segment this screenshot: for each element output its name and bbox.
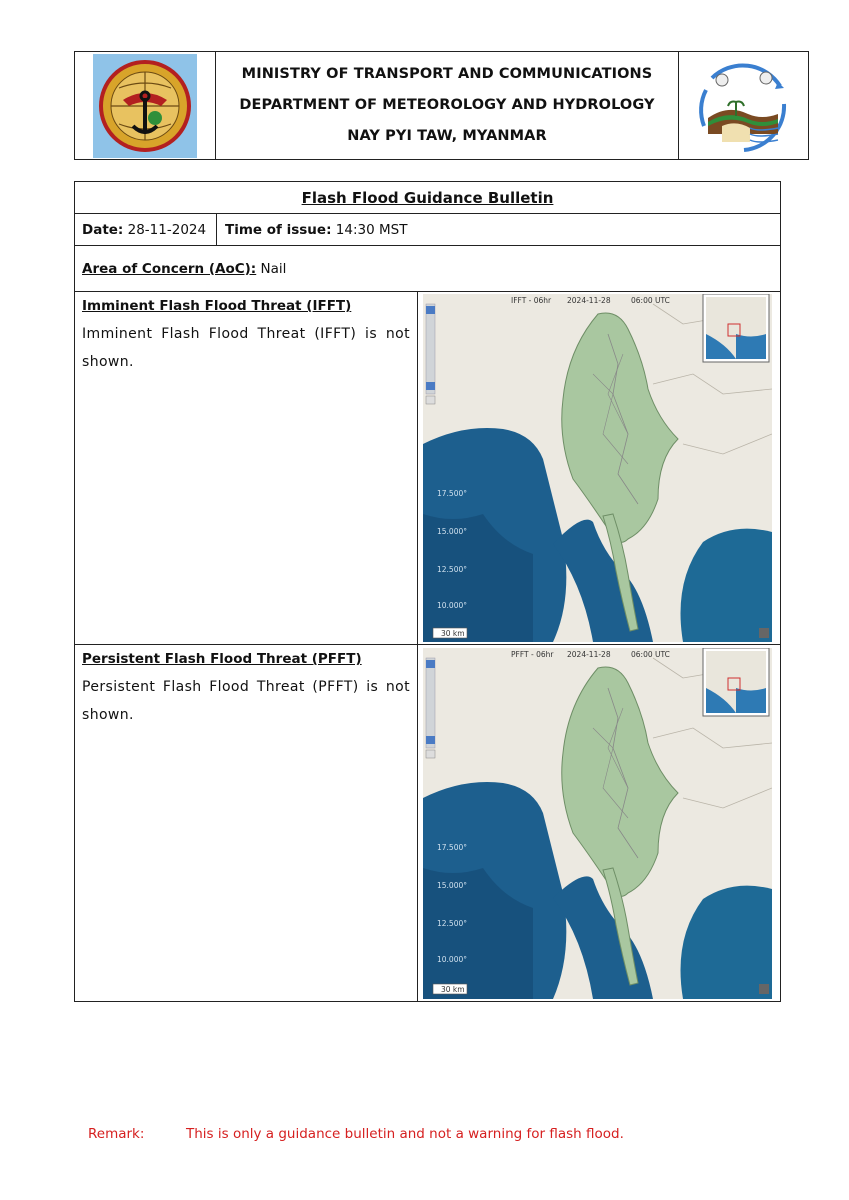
date-row bbox=[75, 214, 780, 246]
aoc-label: Area of Concern (AoC): bbox=[82, 260, 257, 277]
ministry-name: MINISTRY OF TRANSPORT AND COMMUNICATIONS bbox=[241, 66, 653, 82]
time-label: Time of issue: bbox=[225, 221, 332, 238]
remark-label: Remark: bbox=[88, 1126, 145, 1142]
bulletin-table bbox=[74, 181, 781, 1002]
remark-text: This is only a guidance bulletin and not a warning for flash flood. bbox=[186, 1126, 624, 1142]
pfft-lat-4: 10.000° bbox=[437, 955, 467, 964]
ifft-lat-2: 15.000° bbox=[437, 527, 467, 536]
pfft-lat-1: 17.500° bbox=[437, 843, 467, 852]
location: NAY PYI TAW, MYANMAR bbox=[347, 128, 547, 144]
pfft-map-title: PFFT - 06hr bbox=[511, 650, 554, 659]
pfft-map bbox=[423, 648, 772, 999]
hydrology-cycle-icon bbox=[692, 56, 796, 156]
pfft-row bbox=[75, 645, 780, 1002]
ifft-map bbox=[423, 294, 772, 642]
pfft-lat-2: 15.000° bbox=[437, 881, 467, 890]
remark bbox=[88, 1126, 624, 1142]
pfft-text: Persistent Flash Flood Threat (PFFT) is not shown. bbox=[82, 679, 410, 723]
date-label: Date: bbox=[82, 221, 124, 238]
letterhead bbox=[74, 51, 809, 160]
department-name: DEPARTMENT OF METEOROLOGY AND HYDROLOGY bbox=[239, 97, 655, 113]
ifft-row bbox=[75, 292, 780, 645]
ifft-map-time: 06:00 UTC bbox=[631, 296, 670, 305]
ifft-lat-3: 12.500° bbox=[437, 565, 467, 574]
date-value: 28-11-2024 bbox=[127, 221, 207, 238]
dmh-logo bbox=[678, 52, 808, 159]
bulletin-title: Flash Flood Guidance Bulletin bbox=[75, 182, 780, 214]
ifft-lat-1: 17.500° bbox=[437, 489, 467, 498]
date-cell bbox=[75, 214, 217, 245]
aoc-value: Nail bbox=[260, 260, 287, 277]
ifft-scale: 30 km bbox=[441, 629, 465, 638]
ifft-map-date: 2024-11-28 bbox=[567, 296, 611, 305]
time-cell bbox=[217, 214, 780, 245]
ifft-text: Imminent Flash Flood Threat (IFFT) is not shown. bbox=[82, 326, 410, 370]
ministry-logo bbox=[75, 52, 216, 159]
aoc-row bbox=[75, 246, 780, 292]
pfft-map-date: 2024-11-28 bbox=[567, 650, 611, 659]
ifft-heading: Imminent Flash Flood Threat (IFFT) bbox=[82, 298, 352, 314]
pfft-scale: 30 km bbox=[441, 985, 465, 994]
pfft-heading: Persistent Flash Flood Threat (PFFT) bbox=[82, 651, 362, 667]
ifft-lat-4: 10.000° bbox=[437, 601, 467, 610]
time-value: 14:30 MST bbox=[335, 221, 408, 238]
ministry-emblem-icon bbox=[93, 54, 197, 158]
pfft-lat-3: 12.500° bbox=[437, 919, 467, 928]
pfft-map-time: 06:00 UTC bbox=[631, 650, 670, 659]
ifft-map-title: IFFT - 06hr bbox=[511, 296, 552, 305]
